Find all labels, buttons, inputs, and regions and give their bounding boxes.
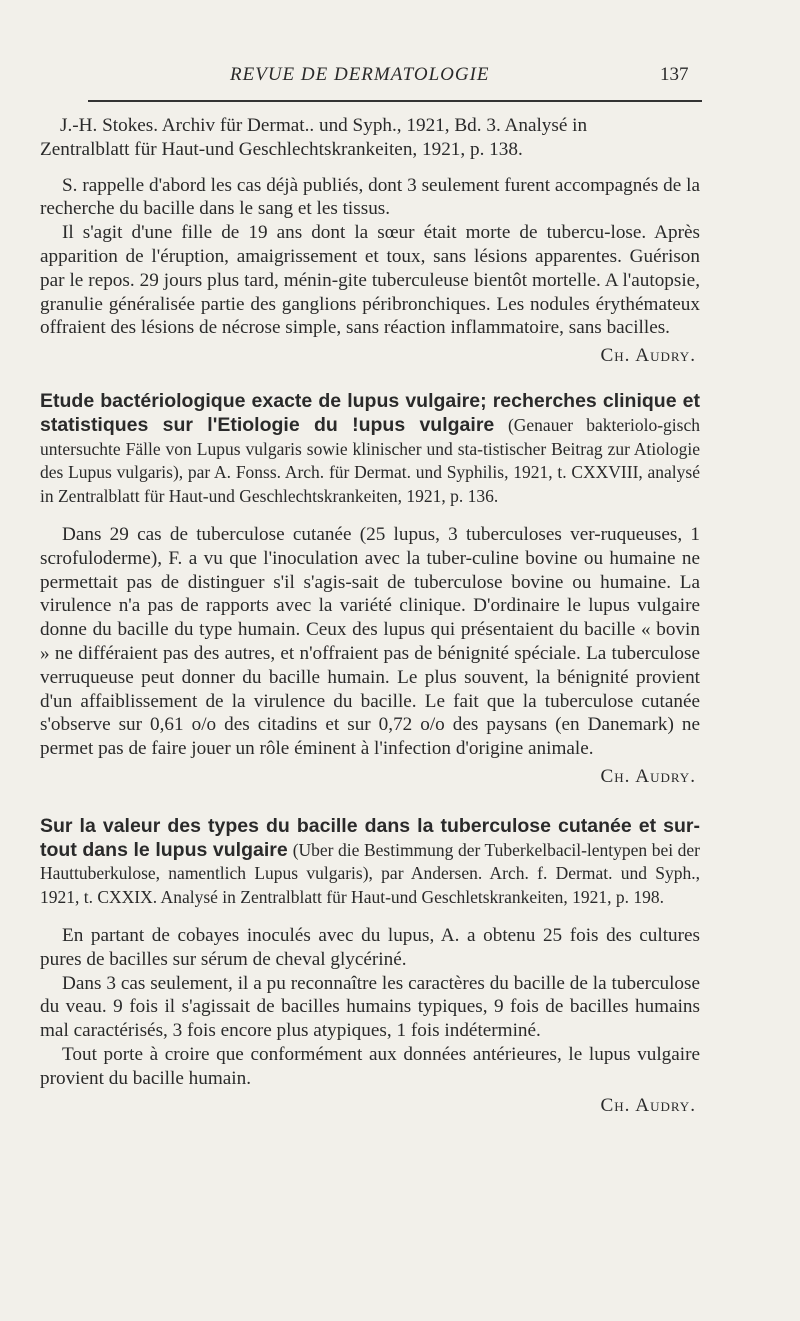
article-1-reference-line-1: J.-H. Stokes. Archiv für Dermat.. und Syph., 1921, Bd. 3. Analysé in bbox=[60, 115, 588, 136]
article-1-paragraph-2: Il s'agit d'une fille de 19 ans dont la sœur était morte de tubercu-lose. Après apparition de l'éruption, amaigrissement et toux, sans lésions apparentes. Guérison par le repos. 29 jours plus tard, ménin-gite tuberculeuse bientôt mortelle. A l'autopsie, granulie généralisée partie des ganglions péribronchiques. Les nodules érythémateux offraient des lésions de nécrose simple, sans réaction inflammatoire, sans bacilles. bbox=[40, 222, 700, 339]
header-rule bbox=[88, 100, 702, 102]
spacer bbox=[40, 162, 700, 174]
article-2-title: Etude bactériologique exacte de lupus vulgaire; recherches clinique et statistiques sur l'Etiologie du !upus vulgaire bbox=[40, 389, 700, 436]
article-3-signature: Ch. Audry. bbox=[600, 1095, 696, 1117]
page-number: 137 bbox=[660, 64, 689, 85]
article-3-title: Sur la valeur des types du bacille dans la tuberculose cutanée et sur-tout dans le lupus vulgaire bbox=[40, 814, 700, 861]
journal-title: REVUE DE DERMATOLOGIE bbox=[230, 64, 490, 85]
article-3-reference: (Uber die Bestimmung der Tuberkelbacil-lentypen bei der Hauttuberkulose, namentlich Lupus vulgaris), par Andersen. Arch. f. Dermat. und Syph., 1921, t. CXXIX. Analysé in Zentralblatt für Haut-und Geschletskrankeiten, 1921, p. 198. bbox=[40, 839, 700, 908]
article-3-paragraph-1: En partant de cobayes inoculés avec du lupus, A. a obtenu 25 fois des cultures pures de bacilles sur sérum de cheval glycériné. bbox=[40, 924, 700, 970]
article-1-reference-line-2: Zentralblatt für Haut-und Geschlechtskrankeiten, 1921, p. 138. bbox=[40, 138, 523, 160]
article-2-paragraph-1: Dans 29 cas de tuberculose cutanée (25 lupus, 3 tuberculoses ver-ruqueuses, 1 scrofuloderme), F. a vu que l'inoculation avec la tuber-culine bovine ou humaine ne permettait pas de distinguer s'il s'agis-sait de tuberculose bovine ou humaine. La virulence n'a pas de rapports avec la variété clinique. D'ordinaire le lupus vulgaire donne du bacille du type humain. Ceux des lupus qui présentaient du bacille « bovin » ne différaient pas des autres, et n'offraient pas de bénignité spéciale. La tuberculose verruqueuse peut donner du bacille humain. Le plus souvent, la bénignité provient d'un affaiblissement de la virulence du bacille. Le fait que la tuberculose cutanée s'observe sur 0,61 o/o des citadins et sur 0,72 o/o des paysans (en Danemark) ne permet pas de faire jouer un rôle éminent à l'infection d'origine animale. bbox=[40, 523, 700, 760]
article-2-signature: Ch. Audry. bbox=[600, 765, 696, 787]
spacer bbox=[40, 509, 700, 523]
article-3-heading bbox=[40, 815, 700, 910]
spacer bbox=[40, 910, 700, 924]
article-3-paragraph-3: Tout porte à croire que conformément aux données antérieures, le lupus vulgaire provient du bacille humain. bbox=[40, 1043, 700, 1089]
article-3-paragraph-2: Dans 3 cas seulement, il a pu reconnaître les caractères du bacille de la tuberculose du veau. 9 fois il s'agissait de bacilles humains typiques, 9 fois de bacilles humains mal caractérisés, 3 fois encore plus atypiques, 1 fois indéterminé. bbox=[40, 972, 700, 1042]
article-1-signature: Ch. Audry. bbox=[600, 345, 696, 367]
article-2-heading bbox=[40, 390, 700, 509]
article-1-paragraph-1: S. rappelle d'abord les cas déjà publiés, dont 3 seulement furent accompagnés de la recherche du bacille dans le sang et les tissus. bbox=[40, 174, 700, 220]
running-head bbox=[0, 58, 800, 98]
article-2-reference: (Genauer bakteriolo-gisch untersuchte Fälle von Lupus vulgaris sowie klinischer und sta-tistischer Beitrag zur Atiologie des Lupus vulgaris), par A. Fonss. Arch. für Dermat. und Syphilis, 1921, t. CXXVIII, analysé in Zentralblatt für Haut-und Geschlechtskrankeiten, 1921, p. 136. bbox=[40, 414, 701, 507]
page-body bbox=[40, 114, 700, 1118]
